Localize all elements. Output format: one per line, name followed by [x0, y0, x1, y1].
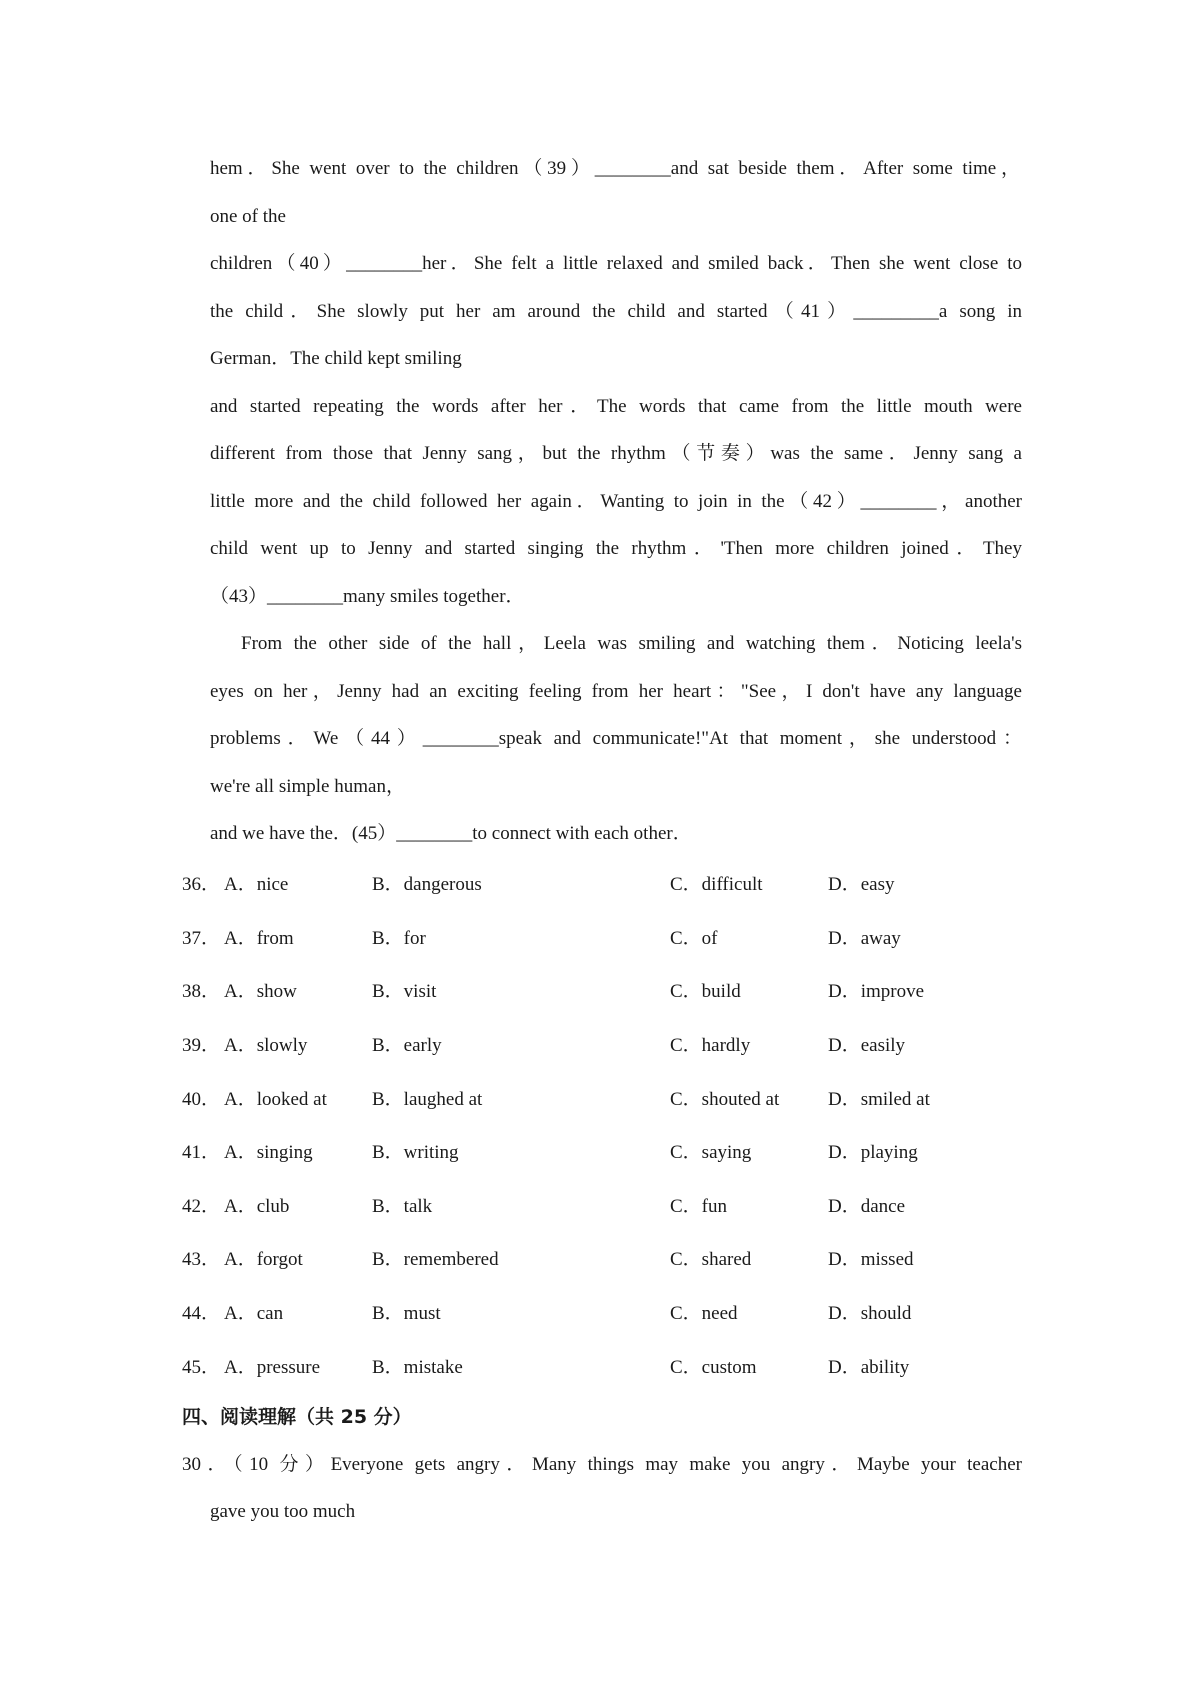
passage-line: and started repeating the words after her．The words that came from the little mouth were: [210, 396, 1022, 417]
passage-line: From the other side of the hall，Leela was smiling and watching them．Noticing leela's: [241, 633, 1022, 654]
passage-line: one of the: [210, 206, 286, 227]
option-d: D．playing: [828, 1142, 918, 1163]
option-row: [182, 1354, 942, 1382]
option-c: C．shouted at: [670, 1089, 780, 1110]
option-row: [182, 925, 942, 953]
option-row: [182, 1139, 942, 1167]
option-row: [182, 1032, 942, 1060]
option-c: C．of: [670, 928, 718, 949]
question-number: 41．: [182, 1142, 221, 1163]
option-a: A．show: [224, 981, 297, 1002]
option-c: C．fun: [670, 1196, 728, 1217]
option-d: D．improve: [828, 981, 925, 1002]
passage-line: eyes on her，Jenny had an exciting feeling from her heart："See，I don't have any language: [210, 681, 1022, 702]
option-a: A．pressure: [224, 1357, 321, 1378]
option-b: B．visit: [372, 981, 437, 1002]
option-c: C．need: [670, 1303, 738, 1324]
option-d: D．easily: [828, 1035, 906, 1056]
option-b: B．must: [372, 1303, 441, 1324]
passage-line: little more and the child followed her again．Wanting to join in the（42）________，another: [210, 491, 1022, 512]
option-b: B．talk: [372, 1196, 433, 1217]
option-row: [182, 1193, 942, 1221]
option-d: D．missed: [828, 1249, 914, 1270]
option-c: C．saying: [670, 1142, 752, 1163]
option-a: A．can: [224, 1303, 284, 1324]
passage-line: child went up to Jenny and started singing the rhythm．'Then more children joined．They: [210, 538, 1022, 559]
option-a: A．from: [224, 928, 294, 949]
question-number: 45．: [182, 1357, 221, 1378]
option-row: [182, 1246, 942, 1274]
passage-line: different from those that Jenny sang，but the rhythm（节奏）was the same．Jenny sang a: [210, 443, 1022, 464]
question-number: 42．: [182, 1196, 221, 1217]
option-row: [182, 978, 942, 1006]
passage-line: and we have the．(45）________to connect with each other．: [210, 823, 692, 844]
question-number: 40．: [182, 1089, 221, 1110]
question-number: 39．: [182, 1035, 221, 1056]
option-row: [182, 1300, 942, 1328]
option-a: A．singing: [224, 1142, 313, 1163]
option-a: A．nice: [224, 874, 289, 895]
question-number: 37．: [182, 928, 221, 949]
option-a: A．slowly: [224, 1035, 308, 1056]
option-d: D．dance: [828, 1196, 906, 1217]
option-a: A．forgot: [224, 1249, 303, 1270]
passage-line: German．The child kept smiling: [210, 348, 462, 369]
option-d: D．should: [828, 1303, 912, 1324]
option-a: A．club: [224, 1196, 290, 1217]
question-text-continued: gave you too much: [210, 1501, 356, 1522]
option-row: [182, 1086, 942, 1114]
question-number: 38．: [182, 981, 221, 1002]
option-a: A．looked at: [224, 1089, 327, 1110]
question-number: 43．: [182, 1249, 221, 1270]
option-c: C．difficult: [670, 874, 763, 895]
passage-line: （43）________many smiles together．: [210, 586, 525, 607]
passage-line: the child．She slowly put her am around the child and started（41）_________a song in: [210, 301, 1022, 322]
option-b: B．writing: [372, 1142, 459, 1163]
option-c: C．hardly: [670, 1035, 751, 1056]
passage-line: we're all simple human，: [210, 776, 405, 797]
option-b: B．early: [372, 1035, 442, 1056]
option-c: C．custom: [670, 1357, 757, 1378]
option-b: B．for: [372, 928, 426, 949]
option-b: B．laughed at: [372, 1089, 483, 1110]
question-text: 30．（10 分）Everyone gets angry．Many things may make you angry．Maybe your teacher: [182, 1454, 1022, 1475]
passage-line: problems．We（44）________speak and communicate!"At that moment，she understood：: [210, 728, 1022, 749]
passage-line: children（40）________her．She felt a little relaxed and smiled back．Then she went close to: [210, 253, 1022, 274]
option-b: B．mistake: [372, 1357, 463, 1378]
option-b: B．dangerous: [372, 874, 482, 895]
passage-line: hem．She went over to the children（39）________and sat beside them．After some time，: [210, 158, 1020, 179]
option-c: C．build: [670, 981, 741, 1002]
question-number: 36．: [182, 874, 221, 895]
option-b: B．remembered: [372, 1249, 499, 1270]
option-d: D．smiled at: [828, 1089, 930, 1110]
option-row: [182, 871, 942, 899]
question-number: 44．: [182, 1303, 221, 1324]
option-d: D．easy: [828, 874, 895, 895]
option-d: D．away: [828, 928, 901, 949]
section-heading: 四、阅读理解（共 25 分）: [182, 1406, 412, 1428]
option-c: C．shared: [670, 1249, 752, 1270]
option-d: D．ability: [828, 1357, 910, 1378]
